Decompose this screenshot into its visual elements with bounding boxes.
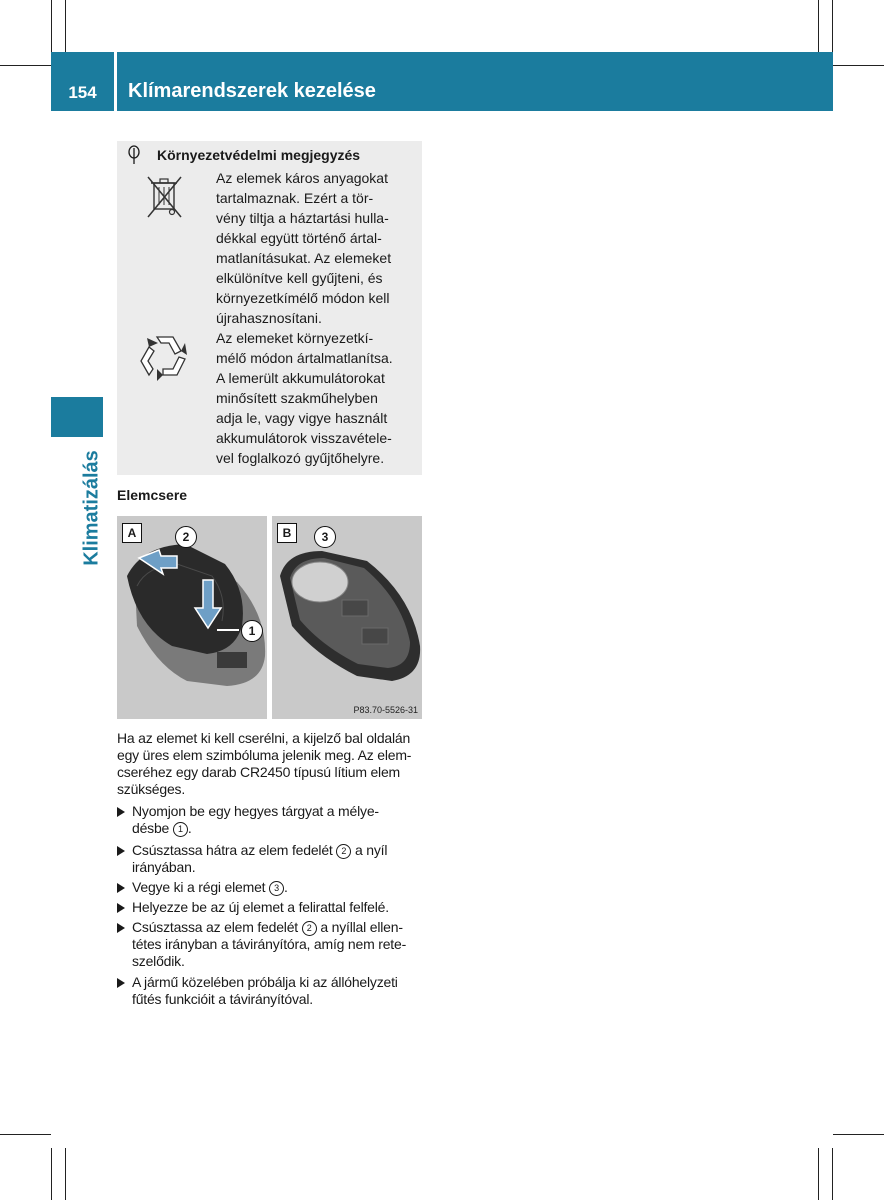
- crop-mark: [65, 1148, 66, 1200]
- panel-a-label: A: [122, 523, 142, 543]
- note-title: Környezetvédelmi megjegyzés: [157, 147, 361, 163]
- bullet-arrow-icon: [117, 923, 125, 933]
- bullet-arrow-icon: [117, 846, 125, 856]
- leaf-icon: [125, 145, 147, 165]
- side-tab-marker: [51, 397, 103, 437]
- chapter-title: Klímarendszerek kezelése: [128, 80, 376, 102]
- intro-paragraph: Ha az elemet ki kell cserélni, a kijelző bal oldalán egy üres elem szimbóluma jelenik meg. Az elem- cseréhez egy darab CR2450 típusú lítium elem szükséges.: [117, 730, 412, 797]
- crop-mark: [818, 0, 819, 52]
- figure-code: P83.70-5526-31: [353, 705, 418, 715]
- bullet-arrow-icon: [117, 883, 125, 893]
- note-text-1: Az elemek káros anyagokat tartalmaznak. Ezért a tör- vény tiltja a háztartási hulla- dékkal együtt történő ártal- matlanításukat. Az elemeket elkülönítve kell gyűjteni, és környezetkímélő módon kell újrahasznosítani.: [216, 170, 392, 326]
- crop-mark: [65, 0, 66, 52]
- crop-mark: [818, 1148, 819, 1200]
- reference-number: 1: [173, 822, 188, 837]
- note-heading: [125, 145, 360, 165]
- environmental-note: [117, 141, 422, 475]
- header-divider: [114, 52, 117, 111]
- crop-mark: [0, 1134, 51, 1135]
- reference-number: 3: [269, 881, 284, 896]
- reference-number: 2: [336, 844, 351, 859]
- callout-3: 3: [314, 526, 336, 548]
- crop-mark: [51, 1148, 52, 1200]
- crop-mark: [833, 65, 884, 66]
- side-tab-label: Klimatizálás: [80, 450, 103, 566]
- page-header: [51, 52, 833, 111]
- key-battery-cover-illustration: [117, 516, 267, 719]
- page-number: 154: [68, 83, 97, 102]
- callout-1: 1: [241, 620, 263, 642]
- callout-2: 2: [175, 526, 197, 548]
- crop-mark: [0, 65, 51, 66]
- panel-b-label: B: [277, 523, 297, 543]
- section-heading: Elemcsere: [117, 487, 188, 503]
- crop-mark: [832, 0, 833, 52]
- figure-panel-b: [272, 516, 422, 719]
- recycling-icon: [137, 329, 193, 385]
- reference-number: 2: [302, 921, 317, 936]
- crop-mark: [833, 1134, 884, 1135]
- bullet-arrow-icon: [117, 978, 125, 988]
- key-battery-compartment-illustration: [272, 516, 422, 719]
- figure-panel-a: [117, 516, 267, 719]
- bullet-arrow-icon: [117, 807, 125, 817]
- crossed-out-bin-icon: [139, 171, 191, 223]
- crop-mark: [832, 1148, 833, 1200]
- note-text-2: Az elemeket környezetkí- mélő módon ártalmatlanítsa. A lemerült akkumulátorokat minősített szakműhelyben adja le, vagy vigye használt akkumulátorok visszavétele- vel foglalkozó gyűjtőhelyre.: [216, 330, 393, 466]
- bullet-arrow-icon: [117, 903, 125, 913]
- crop-mark: [51, 0, 52, 52]
